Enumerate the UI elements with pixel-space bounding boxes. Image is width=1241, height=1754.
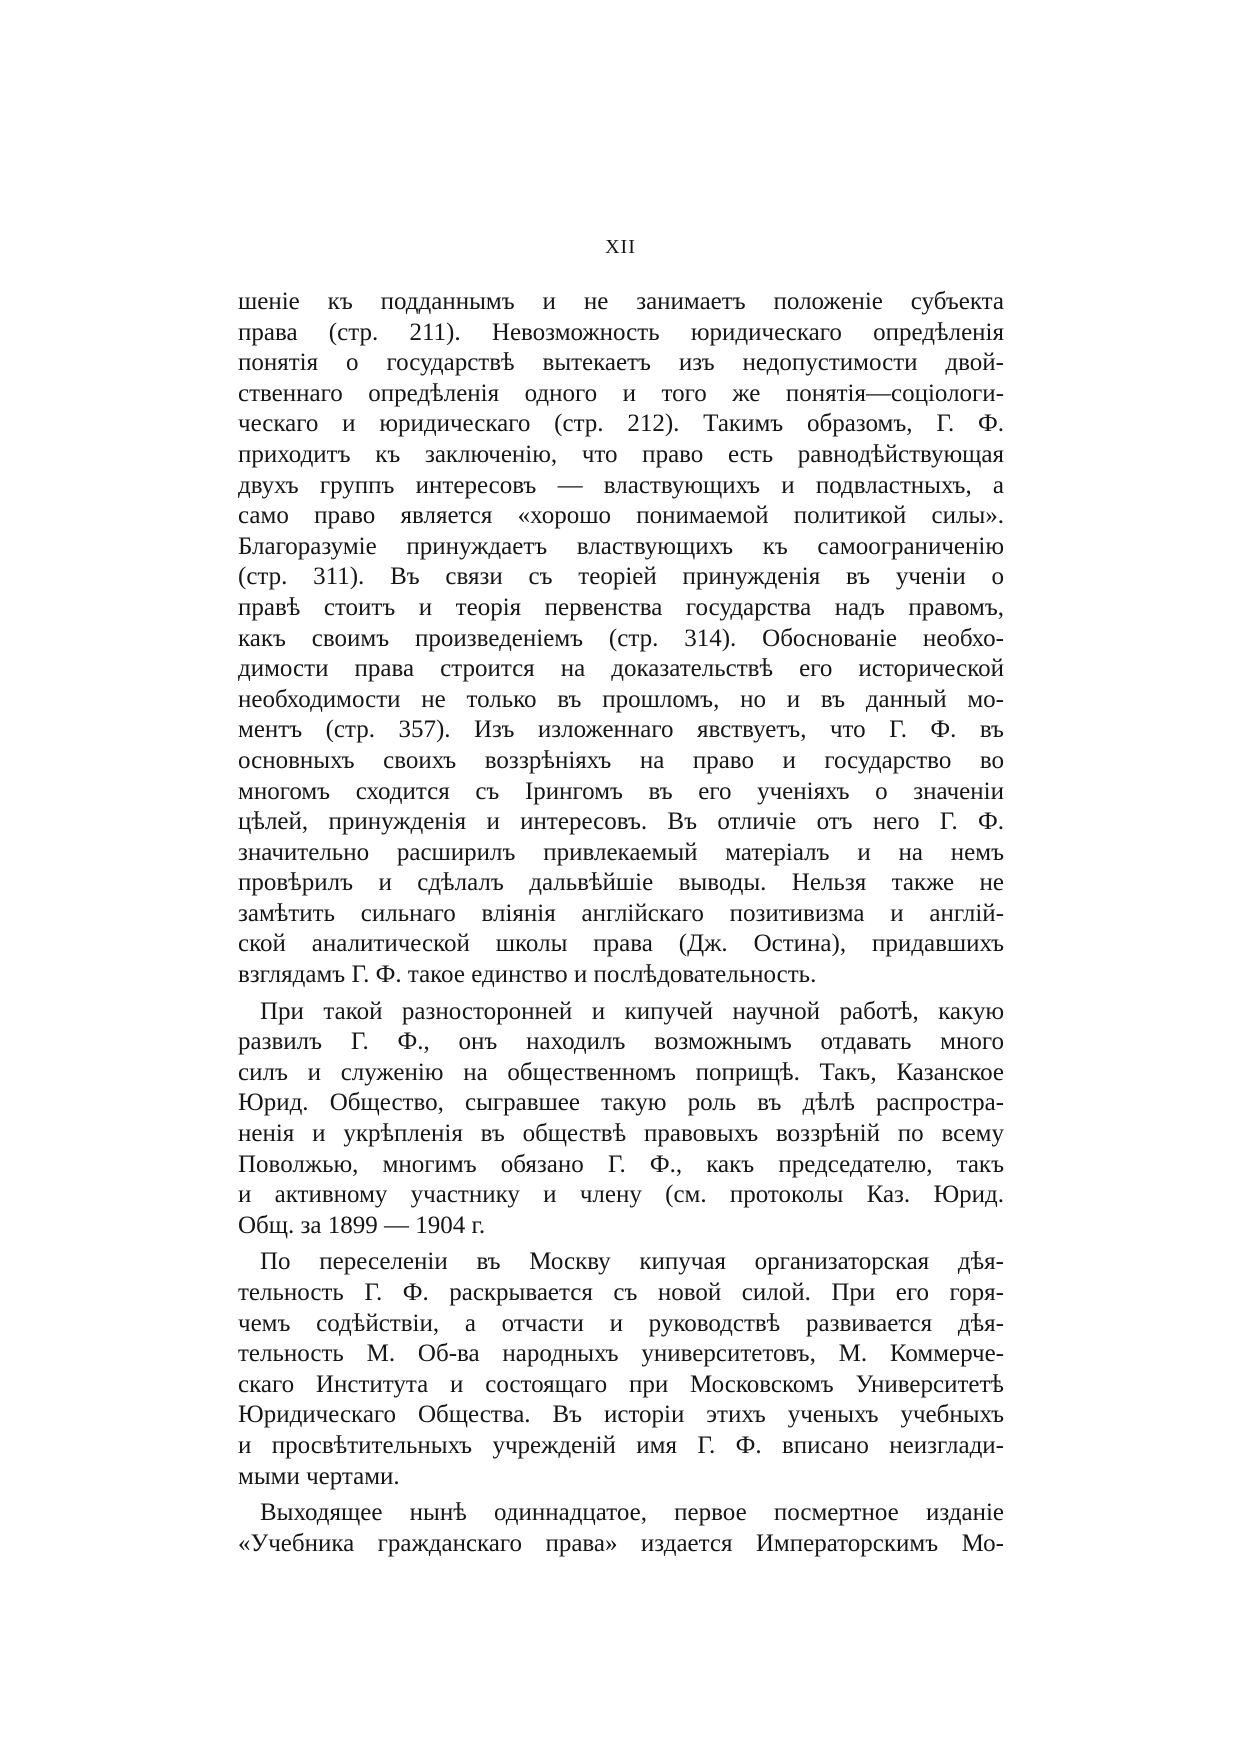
text-line: многомъ сходится съ Ірингомъ въ его ученіяхъ о значеніи <box>238 777 1004 805</box>
text-line: ской аналитической школы права (Дж. Остина), придавшихъ <box>238 930 1004 958</box>
text-line: силъ и служенію на общественномъ поприщѣ. Такъ, Казанское <box>238 1058 1004 1086</box>
paragraph <box>238 287 1004 991</box>
text-line: правѣ стоитъ и теорія первенства государства надъ правомъ, <box>238 593 1004 621</box>
text-line: права (стр. 211). Невозможность юридическаго опредѣленія <box>238 318 1004 346</box>
text-line: чемъ содѣйствіи, а отчасти и руководствѣ развивается дѣя- <box>238 1309 1004 1337</box>
text-line: Юрид. Общество, сыгравшее такую роль въ дѣлѣ распростра- <box>238 1089 1004 1117</box>
text-line: развилъ Г. Ф., онъ находилъ возможнымъ отдавать много <box>238 1028 1004 1056</box>
text-line: «Учебника гражданскаго права» издается Императорскимъ Мо- <box>238 1529 1004 1557</box>
page-number: XII <box>605 236 636 258</box>
text-line: приходитъ къ заключенію, что право есть равнодѣйствующая <box>238 440 1004 468</box>
text-line: основныхъ своихъ воззрѣніяхъ на право и государство во <box>238 746 1004 774</box>
text-line: тельность М. Об-ва народныхъ университетовъ, М. Коммерче- <box>238 1340 1004 1368</box>
text-line: Общ. за 1899 — 1904 г. <box>238 1211 486 1239</box>
text-line: понятія о государствѣ вытекаетъ изъ недопустимости двой- <box>238 349 1004 377</box>
paragraph <box>238 1498 1004 1559</box>
text-line: ментъ (стр. 357). Изъ изложеннаго явствуетъ, что Г. Ф. въ <box>238 716 1004 744</box>
text-line: само право является «хорошо понимаемой политикой силы». <box>238 502 1004 530</box>
text-line: какъ своимъ произведеніемъ (стр. 314). Обоснованіе необхо- <box>238 624 1004 652</box>
text-line: По переселеніи въ Москву кипучая организаторская дѣя- <box>260 1248 1004 1276</box>
text-line: ненія и укрѣпленія въ обществѣ правовыхъ воззрѣній по всему <box>238 1120 1004 1148</box>
text-line: мыми чертами. <box>238 1462 400 1490</box>
text-line: и активному участнику и члену (см. протоколы Каз. Юрид. <box>238 1181 1004 1209</box>
text-line: и просвѣтительныхъ учрежденій имя Г. Ф. вписано неизглади- <box>238 1431 1004 1459</box>
text-line: Благоразуміе принуждаетъ властвующихъ къ самоограниченію <box>238 532 1004 560</box>
text-line: Выходящее нынѣ одиннадцатое, первое посмертное изданіе <box>260 1499 1004 1527</box>
text-line: двухъ группъ интересовъ — властвующихъ и подвластныхъ, а <box>238 471 1004 499</box>
text-line: значительно расширилъ привлекаемый матеріалъ и на немъ <box>238 838 1004 866</box>
text-line: ственнаго опредѣленія одного и того же понятія—соціологи- <box>238 379 1004 407</box>
paragraph <box>238 997 1004 1242</box>
text-line: тельность Г. Ф. раскрывается съ новой силой. При его горя- <box>238 1279 1004 1306</box>
text-line: взглядамъ Г. Ф. такое единство и послѣдовательность. <box>238 961 817 989</box>
text-line: цѣлей, принужденія и интересовъ. Въ отличіе отъ него Г. Ф. <box>238 808 1004 836</box>
page-body <box>238 287 1004 1559</box>
text-line: (стр. 311). Въ связи съ теоріей принужденія въ ученіи о <box>238 563 1004 591</box>
text-line: ческаго и юридическаго (стр. 212). Такимъ образомъ, Г. Ф. <box>238 410 1004 438</box>
text-line: Поволжью, многимъ обязано Г. Ф., какъ председателю, такъ <box>238 1150 1004 1178</box>
text-line: скаго Института и состоящаго при Московскомъ Университетѣ <box>238 1370 1004 1398</box>
text-line: димости права строится на доказательствѣ его исторической <box>238 655 1004 683</box>
text-line: шеніе къ подданнымъ и не занимаетъ положеніе субъекта <box>238 288 1004 315</box>
text-line: замѣтить сильнаго вліянія англійскаго позитивизма и англій- <box>238 899 1004 927</box>
text-line: При такой разносторонней и кипучей научной работѣ, какую <box>260 997 1004 1025</box>
text-line: необходимости не только въ прошломъ, но и въ данный мо- <box>238 685 1004 713</box>
paragraph <box>238 1247 1004 1492</box>
text-line: провѣрилъ и сдѣлалъ дальвѣйшіе выводы. Нельзя также не <box>238 869 1004 897</box>
text-line: Юридическаго Общества. Въ исторіи этихъ ученыхъ учебныхъ <box>238 1401 1004 1429</box>
